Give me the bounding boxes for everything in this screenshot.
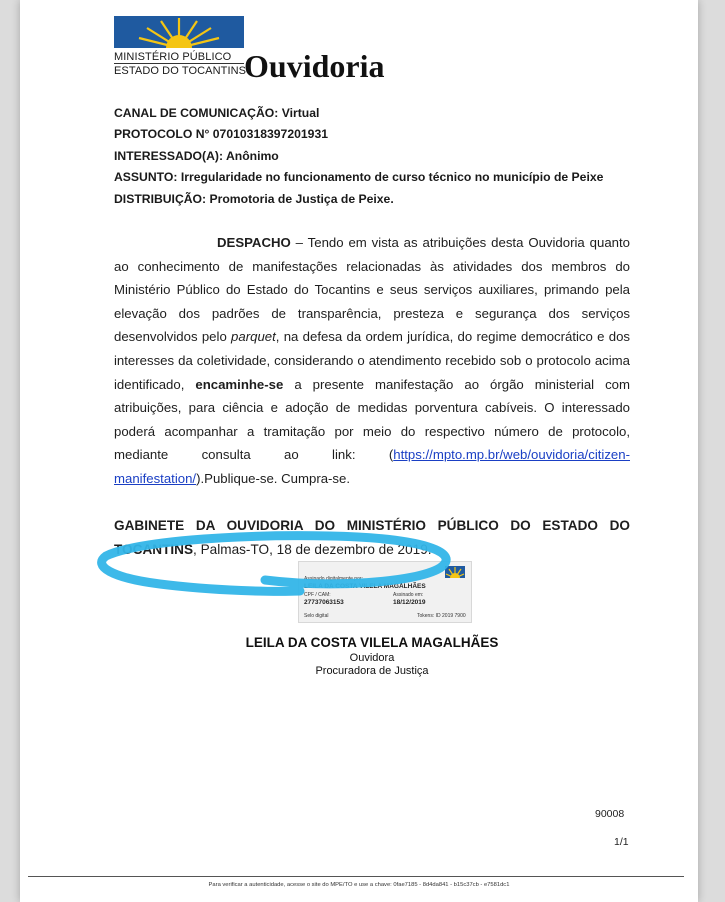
header-label: PROTOCOLO N°	[114, 127, 210, 141]
signer-name: LEILA DA COSTA VILELA MAGALHÃES	[245, 635, 499, 650]
stamp-date: 18/12/2019	[393, 599, 426, 606]
footer-divider	[28, 876, 684, 877]
header-label: INTERESSADO(A):	[114, 149, 224, 163]
header-distribution	[114, 192, 394, 206]
stamp-emblem-icon	[445, 566, 465, 578]
header-value: Promotoria de Justiça de Peixe.	[209, 192, 394, 206]
header-value: Irregularidade no funcionamento de curso técnico no município de Peixe	[180, 170, 604, 184]
digital-signature-stamp	[298, 561, 472, 623]
despacho-part3: a presente manifestação ao órgão ministerial com atribuições, para ciência e adoção de medidas porventura cabíveis. O interessado poderá acompanhar a tramitação por meio do respectivo número de protocolo, mediante consulta ao link: (	[114, 376, 631, 463]
stamp-footer-right: Tokens: ID 2019 7900	[417, 613, 466, 619]
header-channel	[114, 106, 319, 120]
logo-line-1: MINISTÉRIO PÚBLICO	[114, 51, 232, 63]
stamp-signer: LEILA DA COSTA VILELA MAGALHÃES	[304, 583, 426, 590]
stamp-signed-label: Assinado digitalmente por:	[304, 576, 363, 582]
logo-divider	[114, 63, 244, 64]
despacho-part2: , na defesa da ordem jurídica, do regime democrático e dos interesses da coletividade, considerando o atendimento recebido sob o protocolo acima identificado,	[114, 329, 630, 392]
ouvidoria-title: Ouvidoria	[244, 48, 385, 84]
document-page	[20, 0, 698, 902]
stamp-cpf: 27737063153	[304, 599, 344, 606]
logo-line-2: ESTADO DO TOCANTINS	[114, 65, 247, 77]
signer-role-ouvidora: Ouvidora	[349, 652, 395, 664]
place-date: , Palmas-TO, 18 de dezembro de 2019.	[193, 542, 432, 557]
authenticity-footer: Para verificar a autenticidade, acesse o site do MPE/TO e use a chave: 0fae7185 - 8d4da841 - b15c37cb - e7581dc1	[208, 882, 510, 888]
gabinete-bold-state: TOCANTINS	[114, 542, 194, 557]
header-value: Anônimo	[225, 149, 279, 163]
header-value: Virtual	[281, 106, 320, 120]
header-protocol	[114, 127, 328, 141]
header-subject	[114, 170, 603, 184]
despacho-forward: encaminhe-se	[195, 376, 284, 392]
header-label: ASSUNTO:	[114, 170, 178, 184]
ouvidoria-link[interactable]: https://mpto.mp.br/web/ouvidoria/citizen-manifestation/	[114, 447, 630, 486]
page-count: 1/1	[614, 836, 629, 848]
stamp-cpf-label: CPF / CAM:	[304, 592, 331, 598]
header-interested	[114, 149, 279, 163]
despacho-paragraph	[114, 231, 630, 491]
stamp-date-label: Assinado em:	[393, 592, 424, 598]
page-code: 90008	[595, 808, 625, 820]
stamp-footer-left: Selo digital	[304, 613, 329, 619]
despacho-part1: – Tendo em vista as atribuições desta Ouvidoria quanto ao conhecimento de manifestações relacionadas às atividades dos membros do Ministério Público do Estado do Tocantins e seus serviços auxiliares, primando pela elevação dos padrões de transparência, presteza e segurança dos serviços desenvolvidos pelo	[114, 235, 630, 345]
header-label: DISTRIBUIÇÃO:	[114, 192, 207, 206]
mp-logo	[114, 16, 247, 77]
header-label: CANAL DE COMUNICAÇÃO:	[114, 106, 279, 120]
gabinete-paragraph	[114, 514, 630, 562]
gabinete-bold: GABINETE DA OUVIDORIA DO MINISTÉRIO PÚBLICO DO ESTADO DO	[114, 518, 630, 533]
despacho-lead: DESPACHO	[217, 235, 291, 250]
header-value: 07010318397201931	[212, 127, 329, 141]
despacho-part4: ).Publique-se. Cumpra-se.	[196, 470, 351, 486]
signer-role-procuradora: Procuradora de Justiça	[315, 665, 429, 677]
sun-emblem-icon	[114, 16, 244, 48]
despacho-parquet: parquet	[231, 329, 276, 345]
